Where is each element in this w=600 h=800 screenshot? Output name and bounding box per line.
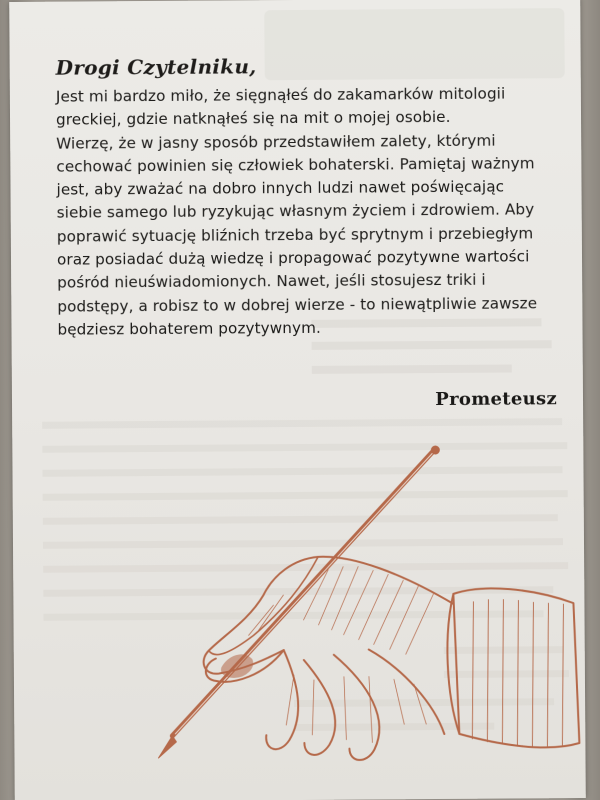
letter-line: siebie samego lub ryzykując własnym życiem i zdrowiem. Aby [56,200,535,223]
letter-line: Jest mi bardzo miło, że sięgnąłeś do zakamarków mitologii [55,84,506,106]
letter-line: będziesz bohaterem pozytywnym. [57,318,321,339]
letter-body [56,82,573,342]
letter-content [9,0,586,800]
letter-line: poprawić sytuację bliźnich trzeba być sprytnym i przebiegłym [56,224,534,246]
letter-line: pośród nieuświadomionych. Nawet, jeśli stosujesz triki i [57,271,486,293]
letter-greeting: Drogi Czytelniku, [55,54,257,80]
letter-line: oraz posiadać dużą wiedzę i propagować pozytywne wartości [56,247,530,269]
letter-line: cechować powinien się człowiek bohaterski. Pamiętaj ważnym [56,154,535,176]
letter-line: podstępy, a robisz to w dobrej wierze - to niewątpliwie zawsze [57,293,538,316]
letter-page [9,0,586,800]
letter-line: jest, aby zważać na dobro innych ludzi nawet poświęcając [56,177,505,199]
letter-line: Wierzę, że w jasny sposób przedstawiłem zalety, którymi [56,131,496,153]
letter-signature: Prometeusz [435,388,558,411]
letter-line: greckiej, gdzie natknąłeś się na mit o mojej osobie. [55,108,451,129]
